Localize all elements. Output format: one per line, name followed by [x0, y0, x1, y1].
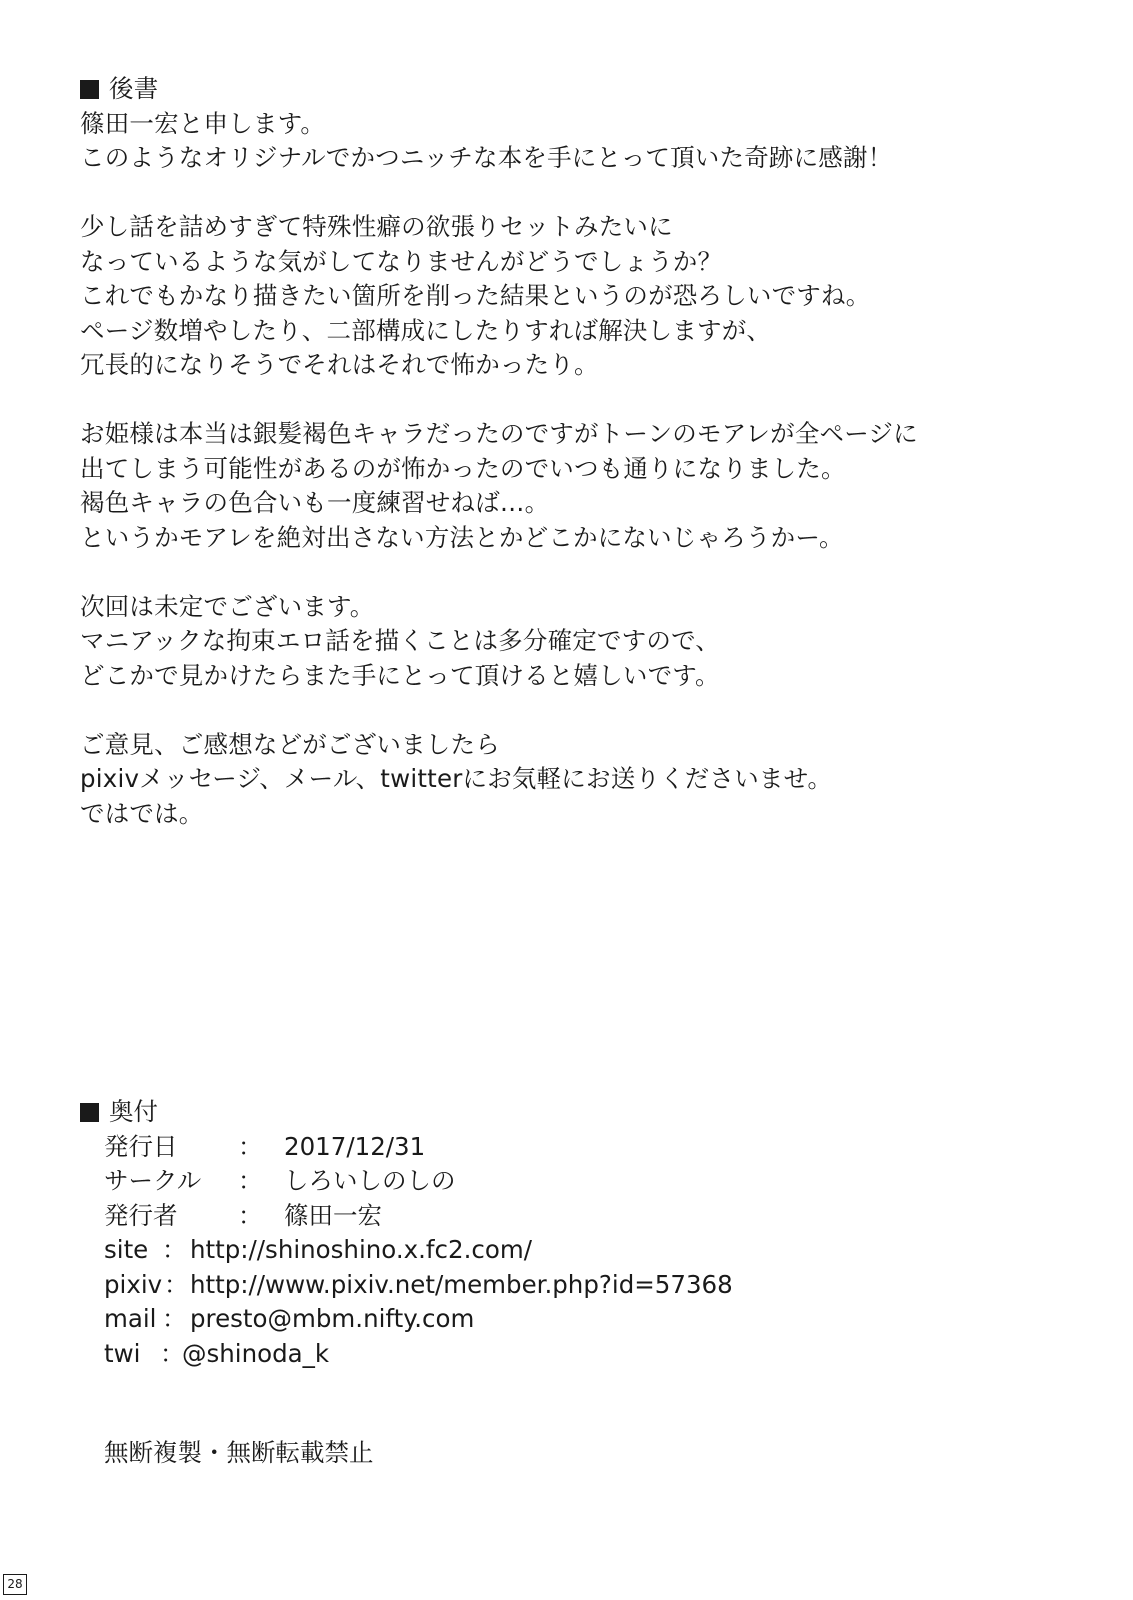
link-separator: ：: [160, 1338, 185, 1368]
link-separator: ：: [164, 1269, 189, 1299]
colophon-section: [80, 1095, 980, 1371]
link-separator: ：: [162, 1304, 187, 1333]
paragraph-gap: [80, 383, 1060, 418]
colophon-row-publish-date: [80, 1130, 980, 1165]
link-key: site: [104, 1235, 149, 1264]
colophon-row-mail: [80, 1302, 980, 1337]
pixiv-link[interactable]: http://www.pixiv.net/member.php?id=57368: [190, 1269, 733, 1299]
colophon-heading-text: 奥付: [109, 1097, 158, 1126]
colophon-row-twitter: [80, 1337, 980, 1372]
twitter-link[interactable]: @shinoda_k: [182, 1338, 330, 1368]
colophon-row-site: [80, 1233, 980, 1268]
copyright-notice: 無断複製・無断転載禁止: [104, 1438, 374, 1467]
mail-link[interactable]: presto@mbm.nifty.com: [190, 1304, 475, 1333]
afterword-heading: [80, 72, 1060, 107]
afterword-heading-text: 後書: [109, 74, 159, 103]
colophon-key: 発行日: [104, 1131, 178, 1161]
afterword-line: というかモアレを絶対出さない方法とかどこかにないじゃろうかー。: [80, 522, 844, 552]
page-number: 28: [3, 1574, 27, 1595]
colophon-separator: ：: [238, 1131, 263, 1161]
paragraph-gap: [80, 555, 1060, 590]
square-bullet-icon: [80, 1103, 99, 1122]
afterword-line: 出てしまう可能性があるのが怖かったのでいつも通りになりました。: [80, 453, 846, 483]
colophon-separator: ：: [238, 1166, 263, 1195]
afterword-line: マニアックな拘束エロ話を描くことは多分確定ですので、: [80, 626, 720, 655]
afterword-line: お姫様は本当は銀髪褐色キャラだったのですがトーンのモアレが全ページに: [80, 419, 918, 448]
afterword-line: 次回は未定でございます。: [80, 591, 375, 621]
afterword-line: 褐色キャラの色合いも一度練習せねば…。: [80, 488, 550, 517]
colophon-row-pixiv: [80, 1268, 980, 1303]
colophon-value: しろいしのしの: [284, 1166, 456, 1195]
link-key: twi: [104, 1338, 141, 1368]
afterword-body: [80, 107, 1060, 832]
link-key: pixiv: [104, 1269, 163, 1299]
colophon-row-publisher: [80, 1199, 980, 1234]
afterword-line: 篠田一宏と申します。: [80, 108, 326, 138]
colophon-key: サークル: [104, 1166, 202, 1195]
afterword-section: [80, 72, 1060, 831]
square-bullet-icon: [80, 80, 99, 99]
afterword-line: 冗長的になりそうでそれはそれで怖かったり。: [80, 350, 599, 379]
afterword-line: なっているような気がしてなりませんがどうでしょうか？: [80, 246, 723, 276]
colophon-heading: [80, 1095, 980, 1130]
paragraph-gap: [80, 176, 1060, 211]
afterword-line: これでもかなり描きたい箇所を削った結果というのが恐ろしいですね。: [80, 281, 871, 310]
afterword-line: 少し話を詰めすぎて特殊性癖の欲張りセットみたいに: [80, 212, 673, 241]
colophon-key: 発行者: [104, 1200, 178, 1230]
afterword-line: どこかで見かけたらまた手にとって頂けると嬉しいです。: [80, 660, 720, 690]
colophon-row-circle: [80, 1164, 980, 1199]
site-link[interactable]: http://shinoshino.x.fc2.com/: [190, 1235, 532, 1264]
link-key: mail: [104, 1304, 157, 1333]
paragraph-gap: [80, 693, 1060, 728]
colophon-value: 2017/12/31: [284, 1131, 426, 1161]
link-separator: ：: [162, 1235, 187, 1264]
afterword-line: ではでは。: [80, 798, 204, 828]
afterword-line: ページ数増やしたり、二部構成にしたりすれば解決しますが、: [80, 315, 772, 345]
colophon-separator: ：: [238, 1200, 263, 1230]
afterword-line: pixivメッセージ、メール、twitterにお気軽にお送りくださいませ。: [80, 764, 833, 793]
colophon-value: 篠田一宏: [284, 1200, 382, 1230]
afterword-line: このようなオリジナルでかつニッチな本を手にとって頂いた奇跡に感謝！: [80, 143, 893, 172]
afterword-line: ご意見、ご感想などがございましたら: [80, 729, 500, 759]
